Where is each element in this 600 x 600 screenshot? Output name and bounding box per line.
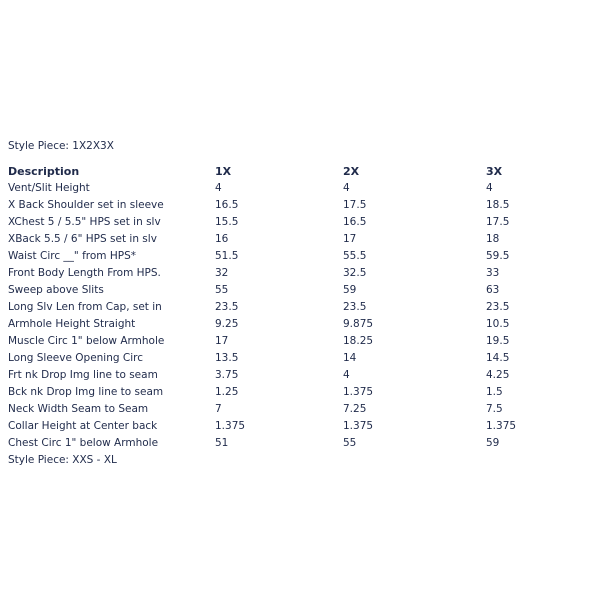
- row-value-2x: 32.5: [343, 267, 367, 279]
- row-value-2x: 17.5: [343, 199, 367, 211]
- row-value-3x: 17.5: [486, 216, 510, 228]
- row-value-3x: 10.5: [486, 318, 510, 330]
- row-description: XChest 5 / 5.5" HPS set in slv: [8, 216, 161, 228]
- table-row: [8, 231, 568, 248]
- row-value-3x: 59.5: [486, 250, 510, 262]
- header-size-2x: 2X: [343, 165, 360, 178]
- row-value-2x: 16.5: [343, 216, 367, 228]
- row-value-3x: 19.5: [486, 335, 510, 347]
- row-value-3x: 33: [486, 267, 500, 279]
- row-value-3x: 63: [486, 284, 500, 296]
- row-value-2x: 9.875: [343, 318, 374, 330]
- table-row: [8, 282, 568, 299]
- row-value-2x: 1.375: [343, 386, 374, 398]
- row-value-3x: 7.5: [486, 403, 503, 415]
- row-description: Armhole Height Straight: [8, 318, 136, 330]
- table-row: [8, 384, 568, 401]
- table-row: [8, 214, 568, 231]
- row-description: XBack 5.5 / 6" HPS set in slv: [8, 233, 157, 245]
- table-row: [8, 401, 568, 418]
- row-value-2x: 55: [343, 437, 357, 449]
- row-description: X Back Shoulder set in sleeve: [8, 199, 164, 211]
- row-description: Long Sleeve Opening Circ: [8, 352, 143, 364]
- row-value-1x: 16.5: [215, 199, 239, 211]
- row-value-1x: 13.5: [215, 352, 239, 364]
- row-value-3x: 59: [486, 437, 500, 449]
- spec-sheet: [8, 138, 588, 469]
- table-row: [8, 248, 568, 265]
- row-value-3x: 4.25: [486, 369, 510, 381]
- row-description: Neck Width Seam to Seam: [8, 403, 149, 415]
- header-description: Description: [8, 165, 80, 178]
- style-piece-footer: Style Piece: XXS - XL: [8, 454, 117, 466]
- row-value-2x: 7.25: [343, 403, 367, 415]
- row-value-1x: 55: [215, 284, 229, 296]
- row-value-1x: 9.25: [215, 318, 239, 330]
- row-value-1x: 3.75: [215, 369, 239, 381]
- row-value-2x: 17: [343, 233, 357, 245]
- row-value-3x: 14.5: [486, 352, 510, 364]
- row-value-1x: 7: [215, 403, 222, 415]
- row-value-3x: 1.375: [486, 420, 517, 432]
- table-row: [8, 367, 568, 384]
- row-value-2x: 4: [343, 182, 350, 194]
- row-value-2x: 4: [343, 369, 350, 381]
- row-value-1x: 51: [215, 437, 229, 449]
- table-body: [8, 180, 568, 452]
- row-value-1x: 23.5: [215, 301, 239, 313]
- size-spec-table: [8, 163, 568, 452]
- row-value-1x: 16: [215, 233, 229, 245]
- row-value-3x: 18.5: [486, 199, 510, 211]
- row-value-3x: 1.5: [486, 386, 503, 398]
- row-value-2x: 1.375: [343, 420, 374, 432]
- row-value-3x: 18: [486, 233, 500, 245]
- row-description: Muscle Circ 1" below Armhole: [8, 335, 165, 347]
- row-description: Long Slv Len from Cap, set in: [8, 301, 162, 313]
- row-value-2x: 55.5: [343, 250, 367, 262]
- row-description: Front Body Length From HPS.: [8, 267, 161, 279]
- table-header-row: [8, 163, 568, 180]
- table-row: [8, 333, 568, 350]
- header-size-3x: 3X: [486, 165, 503, 178]
- table-row: [8, 299, 568, 316]
- row-value-2x: 14: [343, 352, 357, 364]
- row-description: Waist Circ __" from HPS*: [8, 250, 137, 262]
- table-row: [8, 435, 568, 452]
- row-value-3x: 23.5: [486, 301, 510, 313]
- table-row: [8, 265, 568, 282]
- style-piece-title: Style Piece: 1X2X3X: [8, 140, 114, 152]
- row-value-3x: 4: [486, 182, 493, 194]
- row-description: Vent/Slit Height: [8, 182, 90, 194]
- row-description: Frt nk Drop Img line to seam: [8, 369, 158, 381]
- table-row: [8, 180, 568, 197]
- row-description: Bck nk Drop Img line to seam: [8, 386, 164, 398]
- row-description: Collar Height at Center back: [8, 420, 158, 432]
- row-value-2x: 23.5: [343, 301, 367, 313]
- table-row: [8, 316, 568, 333]
- row-description: Chest Circ 1" below Armhole: [8, 437, 159, 449]
- row-value-1x: 4: [215, 182, 222, 194]
- row-value-1x: 15.5: [215, 216, 239, 228]
- header-size-1x: 1X: [215, 165, 232, 178]
- row-value-1x: 1.375: [215, 420, 246, 432]
- row-value-1x: 1.25: [215, 386, 239, 398]
- table-row: [8, 350, 568, 367]
- row-value-1x: 17: [215, 335, 229, 347]
- row-value-1x: 51.5: [215, 250, 239, 262]
- row-value-2x: 18.25: [343, 335, 374, 347]
- row-value-2x: 59: [343, 284, 357, 296]
- table-row: [8, 197, 568, 214]
- row-description: Sweep above Slits: [8, 284, 104, 296]
- row-value-1x: 32: [215, 267, 229, 279]
- table-row: [8, 418, 568, 435]
